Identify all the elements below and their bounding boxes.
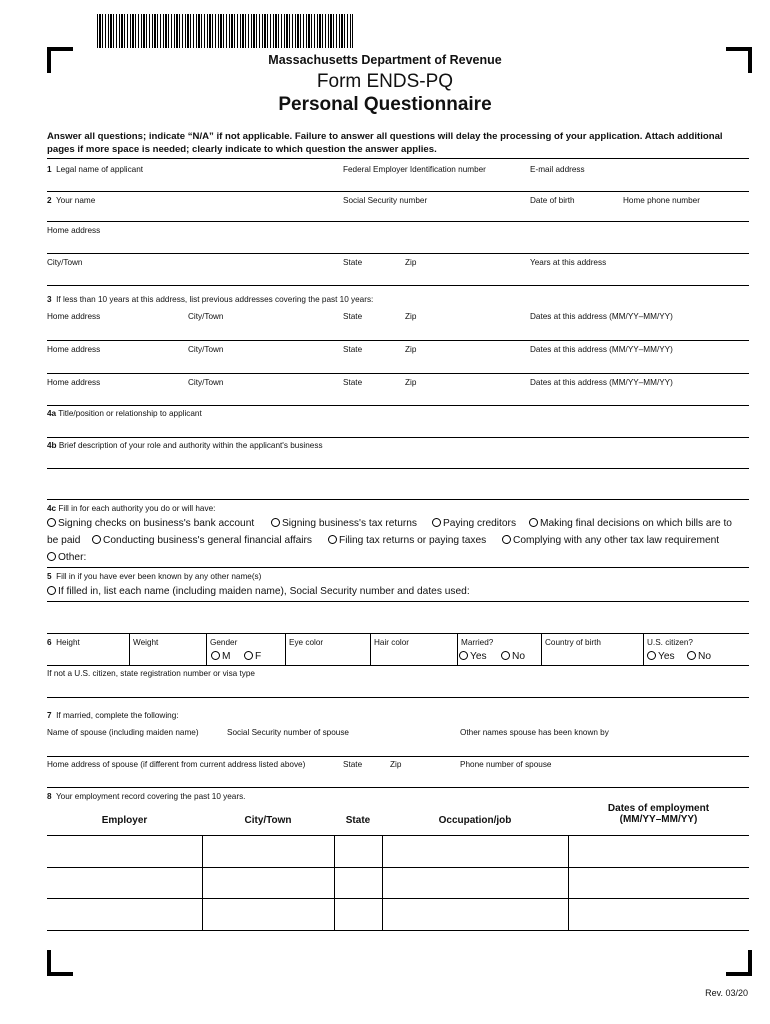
- q6-weight-label: Weight: [133, 638, 159, 647]
- radio-circle-icon[interactable]: [244, 651, 253, 660]
- col-city: City/Town: [244, 815, 292, 826]
- radio-circle-icon[interactable]: [47, 518, 56, 527]
- cell-divider: [129, 633, 130, 665]
- radio-circle-icon[interactable]: [92, 535, 101, 544]
- radio-circle-icon[interactable]: [271, 518, 280, 527]
- q3-row3-address: Home address: [47, 378, 101, 387]
- field-line: [47, 697, 749, 698]
- q1-legal-name-label: 1 Legal name of applicant: [47, 165, 144, 174]
- q2-zip-label: Zip: [405, 258, 417, 267]
- q7-spouse-name-label: Name of spouse (including maiden name): [47, 728, 199, 737]
- q6-citizen-no[interactable]: No: [687, 651, 711, 662]
- q3-prompt: 3 If less than 10 years at this address, list previous addresses covering the past 10 years:: [47, 295, 374, 304]
- radio-circle-icon[interactable]: [328, 535, 337, 544]
- q3-row3-state: State: [343, 378, 363, 387]
- q3-row1-zip: Zip: [405, 312, 417, 321]
- q2-years-label: Years at this address: [530, 258, 607, 267]
- q3-row2-state: State: [343, 345, 363, 354]
- field-line: [47, 787, 749, 788]
- q3-row2-address: Home address: [47, 345, 101, 354]
- table-line: [47, 898, 749, 899]
- q2-city-label: City/Town: [47, 258, 83, 267]
- q4c-option-final-decisions[interactable]: Making final decisions on which bills are to: [529, 518, 732, 529]
- col-dates: Dates of employment (MM/YY–MM/YY): [607, 803, 710, 825]
- q6-married-yes[interactable]: Yes: [459, 651, 487, 662]
- q4c-label: 4c Fill in for each authority you do or will have:: [47, 504, 216, 513]
- q8-prompt: 8 Your employment record covering the past 10 years.: [47, 792, 246, 801]
- q4c-option-paying-creditors[interactable]: Paying creditors: [432, 518, 516, 529]
- q3-row3-city: City/Town: [188, 378, 224, 387]
- field-line: [47, 499, 749, 500]
- q4c-option-financial-affairs[interactable]: Conducting business's general financial affairs: [92, 535, 312, 546]
- q6-visa-label: If not a U.S. citizen, state registration number or visa type: [47, 669, 255, 678]
- q6-citizen-label: U.S. citizen?: [647, 638, 693, 647]
- q7-spouse-other-label: Other names spouse has been known by: [460, 728, 609, 737]
- divider: [47, 158, 749, 159]
- table-col-divider: [334, 835, 335, 930]
- q7-prompt: 7 If married, complete the following:: [47, 711, 179, 720]
- q7-spouse-phone-label: Phone number of spouse: [460, 760, 552, 769]
- q7-spouse-address-label: Home address of spouse (if different from current address listed above): [47, 760, 306, 769]
- q3-row1-city: City/Town: [188, 312, 224, 321]
- table-col-divider: [202, 835, 203, 930]
- crop-mark-bottom-left: [47, 950, 73, 976]
- q3-row3-zip: Zip: [405, 378, 417, 387]
- table-line: [47, 930, 749, 931]
- q2-phone-label: Home phone number: [623, 196, 700, 205]
- q6-gender-f[interactable]: F: [244, 651, 261, 662]
- q4c-option-other[interactable]: Other:: [47, 552, 86, 563]
- radio-circle-icon[interactable]: [502, 535, 511, 544]
- field-line: [47, 756, 749, 757]
- cell-divider: [457, 633, 458, 665]
- q6-gender-label: Gender: [210, 638, 238, 647]
- q5-label: 5 Fill in if you have ever been known by any other name(s): [47, 572, 262, 581]
- q6-hair-label: Hair color: [374, 638, 410, 647]
- q1-fein-label: Federal Employer Identification number: [343, 165, 486, 174]
- q4a-label: 4a Title/position or relationship to applicant: [47, 409, 202, 418]
- instructions: Answer all questions; indicate “N/A” if not applicable. Failure to answer all questions will delay the processing of your application. Attach additional pages if more space is needed; clearly indicate to which question the answer applies.: [47, 131, 723, 155]
- q5-option-other-names[interactable]: If filled in, list each name (including maiden name), Social Security number and dates used:: [47, 586, 470, 597]
- q2-ssn-label: Social Security number: [343, 196, 428, 205]
- q2-state-label: State: [343, 258, 363, 267]
- q4c-option-signing-checks[interactable]: Signing checks on business's bank account: [47, 518, 254, 529]
- revision-date: Rev. 03/20: [705, 988, 748, 998]
- field-line: [47, 437, 749, 438]
- form-barcode: [97, 14, 353, 48]
- q6-eye-label: Eye color: [289, 638, 324, 647]
- field-line: [47, 191, 749, 192]
- q6-country-label: Country of birth: [545, 638, 601, 647]
- radio-circle-icon[interactable]: [529, 518, 538, 527]
- q3-row2-zip: Zip: [405, 345, 417, 354]
- col-employer: Employer: [101, 815, 148, 826]
- field-line: [47, 253, 749, 254]
- cell-divider: [643, 633, 644, 665]
- radio-circle-icon[interactable]: [47, 552, 56, 561]
- q4c-option-signing-returns[interactable]: Signing business's tax returns: [271, 518, 417, 529]
- table-col-divider: [382, 835, 383, 930]
- q7-spouse-zip-label: Zip: [390, 760, 402, 769]
- q2-dob-label: Date of birth: [530, 196, 575, 205]
- q6-height-label: 6 Height: [47, 638, 80, 647]
- field-line: [47, 285, 749, 286]
- radio-circle-icon[interactable]: [211, 651, 220, 660]
- q7-spouse-ssn-label: Social Security number of spouse: [227, 728, 349, 737]
- table-line: [47, 835, 749, 836]
- department-name: Massachusetts Department of Revenue: [268, 53, 502, 67]
- q2-address-label: Home address: [47, 226, 101, 235]
- field-line: [47, 405, 749, 406]
- radio-circle-icon[interactable]: [501, 651, 510, 660]
- radio-circle-icon[interactable]: [647, 651, 656, 660]
- cell-divider: [541, 633, 542, 665]
- q3-row2-city: City/Town: [188, 345, 224, 354]
- form-number: Form ENDS-PQ: [316, 71, 454, 92]
- field-line: [47, 567, 749, 568]
- cell-divider: [285, 633, 286, 665]
- radio-circle-icon[interactable]: [432, 518, 441, 527]
- q4c-option-filing-returns[interactable]: Filing tax returns or paying taxes: [328, 535, 486, 546]
- q3-row1-state: State: [343, 312, 363, 321]
- q6-married-label: Married?: [461, 638, 494, 647]
- col-occupation: Occupation/job: [438, 815, 512, 826]
- q4b-label: 4b Brief description of your role and authority within the applicant's business: [47, 441, 323, 450]
- crop-mark-bottom-right: [726, 950, 752, 976]
- q3-row1-address: Home address: [47, 312, 101, 321]
- q2-name-label: 2 Your name: [47, 196, 96, 205]
- col-state: State: [345, 815, 371, 826]
- q6-gender-m[interactable]: M: [211, 651, 231, 662]
- cell-divider: [370, 633, 371, 665]
- q7-spouse-state-label: State: [343, 760, 363, 769]
- q6-married-no[interactable]: No: [501, 651, 525, 662]
- radio-circle-icon[interactable]: [459, 651, 468, 660]
- field-line: [47, 468, 749, 469]
- field-line: [47, 601, 749, 602]
- field-line: [47, 373, 749, 374]
- q6-citizen-yes[interactable]: Yes: [647, 651, 675, 662]
- table-line: [47, 867, 749, 868]
- form-title: Personal Questionnaire: [278, 94, 492, 115]
- table-col-divider: [568, 835, 569, 930]
- q4c-option-other-requirement[interactable]: Complying with any other tax law requirement: [502, 535, 719, 546]
- field-line: [47, 665, 749, 666]
- q1-email-label: E-mail address: [530, 165, 585, 174]
- field-line: [47, 221, 749, 222]
- cell-divider: [206, 633, 207, 665]
- q3-row2-dates: Dates at this address (MM/YY–MM/YY): [530, 345, 673, 354]
- radio-circle-icon[interactable]: [687, 651, 696, 660]
- q3-row3-dates: Dates at this address (MM/YY–MM/YY): [530, 378, 673, 387]
- field-line: [47, 340, 749, 341]
- radio-circle-icon[interactable]: [47, 586, 56, 595]
- q3-row1-dates: Dates at this address (MM/YY–MM/YY): [530, 312, 673, 321]
- q4c-option-final-decisions-cont: be paid: [47, 535, 81, 546]
